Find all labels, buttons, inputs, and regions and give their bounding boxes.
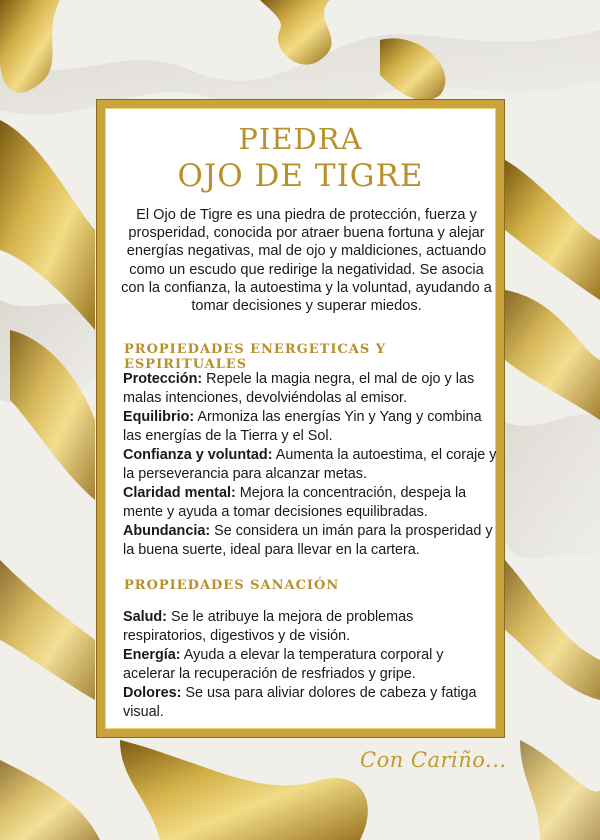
property-text: Repele la magia negra, el mal de ojo y las malas intenciones, devolviéndolas al emisor. bbox=[123, 371, 475, 406]
property-label: Energía: bbox=[123, 647, 181, 663]
property-text: Ayuda a elevar la temperatura corporal y acelerar la recuperación de resfriados y gripe. bbox=[123, 647, 444, 682]
property-item bbox=[123, 646, 498, 684]
property-item bbox=[123, 608, 498, 646]
property-item bbox=[123, 446, 498, 484]
property-text: Se usa para aliviar dolores de cabeza y fatiga visual. bbox=[123, 685, 477, 720]
energetic-heading: PROPIEDADES ENERGETICAS Y ESPIRITUALES bbox=[124, 342, 387, 372]
property-label: Claridad mental: bbox=[123, 485, 236, 501]
info-card bbox=[97, 100, 504, 737]
title-line-1: PIEDRA bbox=[238, 122, 363, 156]
healing-list bbox=[123, 608, 498, 722]
property-label: Salud: bbox=[123, 609, 167, 625]
property-label: Confianza y voluntad: bbox=[123, 447, 273, 463]
property-text: Mejora la concentración, despeja la mente y ayuda a tomar decisiones equilibradas. bbox=[123, 485, 467, 520]
property-label: Dolores: bbox=[123, 685, 182, 701]
title-line-2: OJO DE TIGRE bbox=[177, 158, 424, 194]
property-item bbox=[123, 408, 498, 446]
intro-paragraph: El Ojo de Tigre es una piedra de protección, fuerza y prosperidad, conocida por atraer buena fortuna y alejar energías negativas, mal de ojo y maldiciones, actuando como un escudo que redirige la negatividad. Se asocia con la confianza, la autoestima y la voluntad, ayudando a tomar decisiones y superar miedos. bbox=[121, 207, 492, 315]
signature: Con Cariño... bbox=[360, 748, 507, 772]
energetic-list bbox=[123, 370, 498, 560]
property-item bbox=[123, 370, 498, 408]
property-label: Abundancia: bbox=[123, 523, 211, 539]
healing-heading: PROPIEDADES SANACIÓN bbox=[124, 578, 340, 593]
property-text: Se considera un imán para la prosperidad y la buena suerte, ideal para llevar en la cartera. bbox=[123, 523, 493, 558]
property-text: Armoniza las energías Yin y Yang y combina las energías de la Tierra y el Sol. bbox=[123, 409, 482, 444]
property-label: Equilibrio: bbox=[123, 409, 195, 425]
property-text: Aumenta la autoestima, el coraje y la perseverancia para alcanzar metas. bbox=[123, 447, 497, 482]
property-label: Protección: bbox=[123, 371, 203, 387]
property-item bbox=[123, 522, 498, 560]
property-item bbox=[123, 484, 498, 522]
property-item bbox=[123, 684, 498, 722]
property-text: Se le atribuye la mejora de problemas respiratorios, digestivos y de visión. bbox=[123, 609, 414, 644]
